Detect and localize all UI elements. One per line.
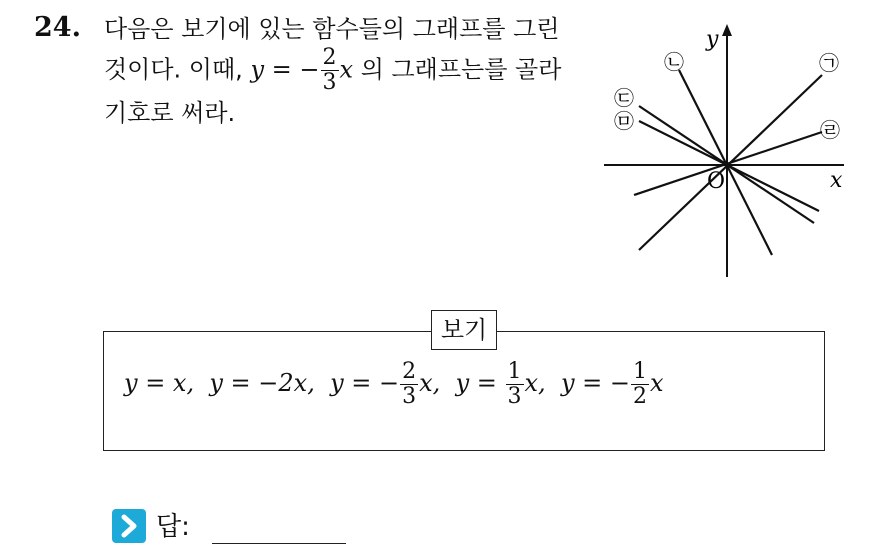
function-5-lhs: y = − [560, 369, 630, 397]
label-b: ㉡ [664, 50, 684, 74]
question-equation: y = − [250, 55, 320, 84]
question-line-2 [104, 47, 561, 94]
answer-input-line[interactable] [212, 543, 346, 544]
question-fraction-denominator: 3 [322, 70, 337, 95]
question-line-2-rest: 의 그래프는를 골라 [360, 55, 562, 84]
bogi-title: 보기 [431, 310, 497, 350]
function-1: y = x, [124, 369, 195, 397]
function-5-numerator: 1 [633, 359, 647, 384]
function-4-denominator: 3 [507, 384, 522, 409]
question-number: 24. [34, 12, 81, 43]
x-axis-label: x [830, 168, 843, 193]
function-3-var: x, [419, 369, 441, 397]
function-5-denominator: 2 [633, 384, 647, 409]
label-a: ㉠ [819, 51, 839, 75]
bogi-functions [124, 361, 664, 408]
function-4-lhs: y = [455, 369, 505, 397]
answer-label: 답: [156, 512, 190, 542]
question-variable: x [339, 55, 354, 84]
line-b [679, 70, 772, 255]
function-5-fraction [631, 361, 649, 408]
question-line-3: 기호로 써라. [104, 99, 236, 127]
function-5-var: x [650, 369, 664, 397]
function-3-numerator: 2 [402, 359, 417, 384]
question-fraction-numerator: 2 [322, 45, 337, 70]
function-2: y = −2x, [209, 369, 315, 397]
function-3-denominator: 3 [402, 384, 417, 409]
y-axis-arrow-icon [722, 24, 732, 36]
origin-label: O [707, 169, 726, 194]
chevron-right-icon [112, 509, 146, 543]
function-4-var: x, [524, 369, 546, 397]
label-c: ㉢ [614, 86, 634, 110]
function-4-fraction [506, 361, 524, 408]
function-4-numerator: 1 [507, 359, 522, 384]
question-line-1: 다음은 보기에 있는 함수들의 그래프를 그린 [104, 15, 560, 43]
label-e: ㉤ [614, 109, 634, 133]
question-line-2-text: 것이다. 이때, [104, 55, 243, 84]
answer-arrow-icon [112, 509, 146, 543]
label-d: ㉣ [820, 118, 840, 142]
function-graph [604, 20, 854, 280]
function-3-fraction [400, 361, 418, 408]
question-fraction [321, 47, 339, 94]
function-3-lhs: y = − [330, 369, 400, 397]
y-axis-label: y [706, 27, 719, 52]
